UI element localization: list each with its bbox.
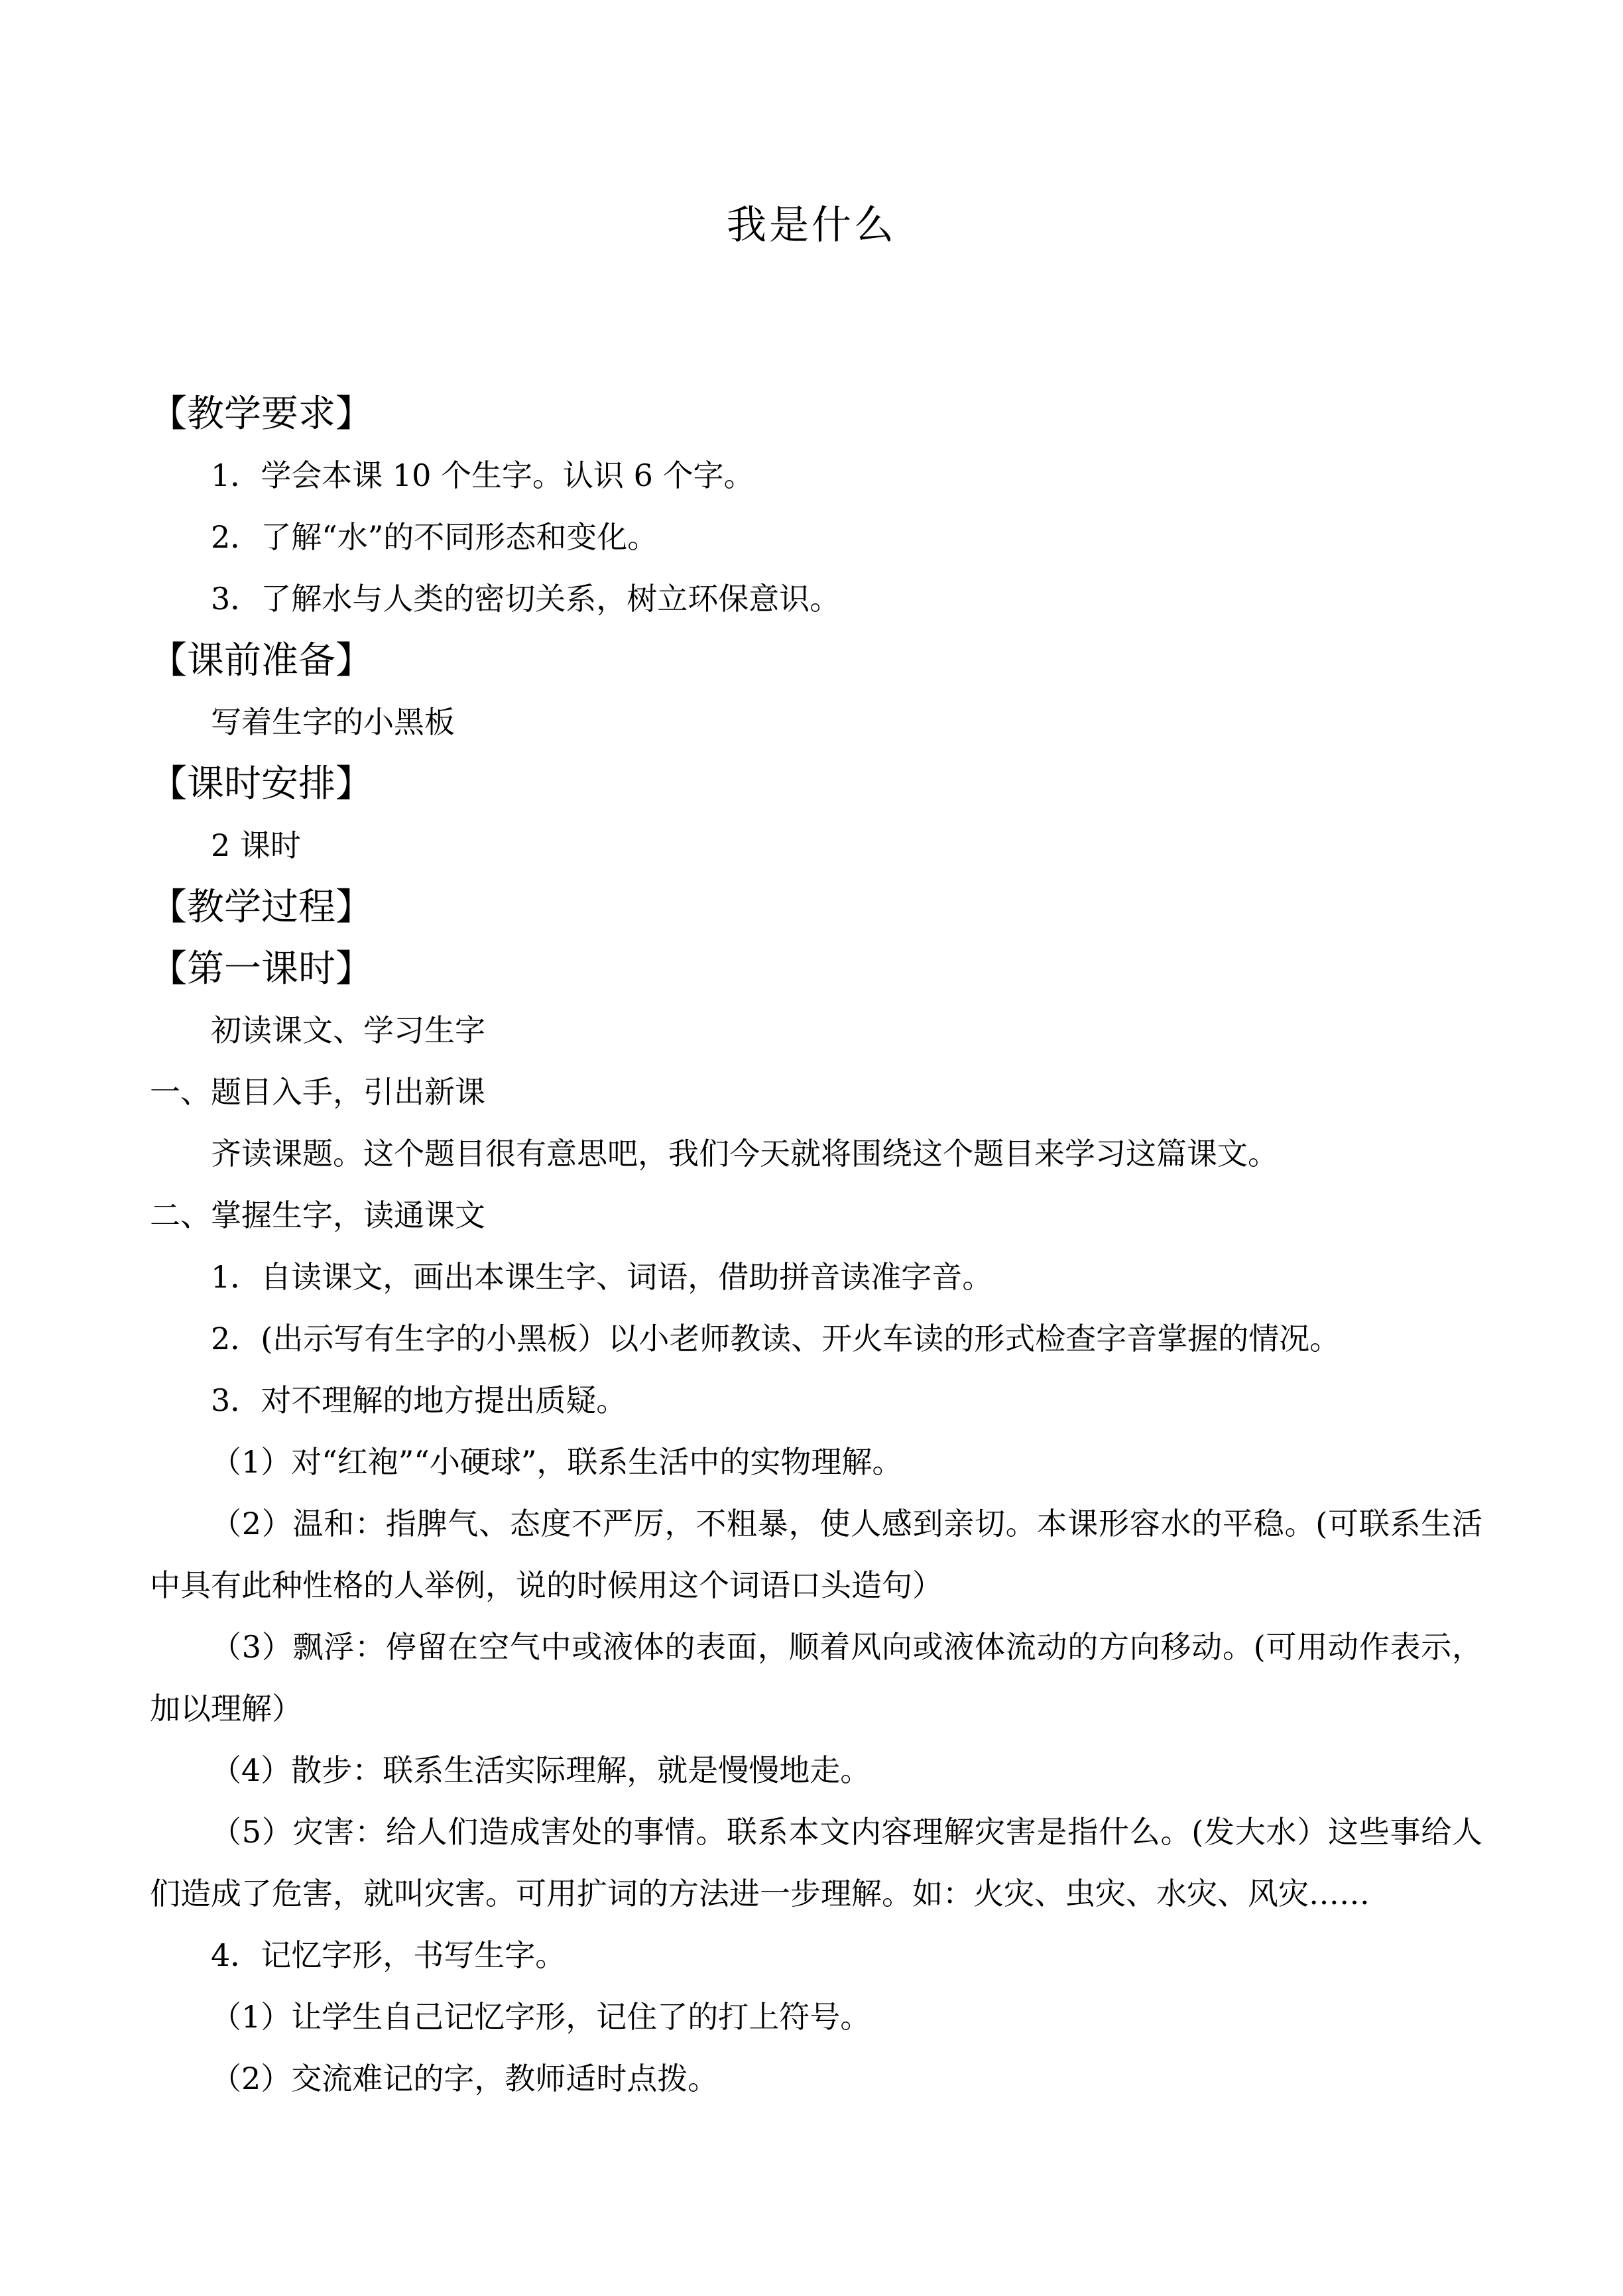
document-body <box>150 383 1482 2110</box>
page-title: 我是什么 <box>727 202 896 249</box>
step4-note-2: （2）交流难记的字，教师适时点拨。 <box>211 2061 719 2096</box>
step3-note-4: （4）散步：联系生活实际理解，就是慢慢地走。 <box>211 1752 871 1788</box>
part2-heading: 二、掌握生字，读通课文 <box>150 1197 485 1233</box>
requirement-item-1: 1．学会本课 10 个生字。认识 6 个字。 <box>211 457 754 493</box>
first-lesson-subtitle: 初读课文、学习生字 <box>211 1012 485 1048</box>
part1-text: 齐读课题。这个题目很有意思吧，我们今天就将围绕这个题目来学习这篇课文。 <box>211 1136 1278 1172</box>
step3-note-1: （1）对“红袍”“小硬球”，联系生活中的实物理解。 <box>211 1444 903 1480</box>
part2-step-4: 4．记忆字形，书写生字。 <box>211 1937 566 1973</box>
part2-step-2: 2．(出示写有生字的小黑板）以小老师教读、开火车读的形式检查字音掌握的情况。 <box>211 1321 1341 1357</box>
schedule-text: 2 课时 <box>211 827 301 863</box>
heading-teaching-process: 【教学过程】 <box>150 886 373 929</box>
requirement-item-2: 2．了解“水”的不同形态和变化。 <box>211 519 658 555</box>
part1-heading: 一、题目入手，引出新课 <box>150 1074 485 1110</box>
heading-teaching-requirements: 【教学要求】 <box>150 393 373 436</box>
step3-note-3: （3）飘浮：停留在空气中或液体的表面，顺着风向或液体流动的方向移动。(可用动作表示，加以理解） <box>150 1629 1482 1726</box>
part2-step-1: 1．自读课文，画出本课生字、词语，借助拼音读准字音。 <box>211 1259 993 1295</box>
step3-note-5: （5）灾害：给人们造成害处的事情。联系本文内容理解灾害是指什么。(发大水）这些事给人们造成了危害，就叫灾害。可用扩词的方法进一步理解。如：火灾、虫灾、水灾、风灾…… <box>150 1814 1482 1911</box>
requirement-item-3: 3．了解水与人类的密切关系，树立环保意识。 <box>211 581 841 617</box>
preparation-text: 写着生字的小黑板 <box>211 704 455 740</box>
step3-note-2: （2）温和：指脾气、态度不严厉，不粗暴，使人感到亲切。本课形容水的平稳。(可联系生活中具有此种性格的人举例，说的时候用这个词语口头造句） <box>150 1506 1482 1603</box>
step4-note-1: （1）让学生自己记忆字形，记住了的打上符号。 <box>211 1999 871 2035</box>
heading-preparation: 【课前准备】 <box>150 639 373 682</box>
part2-step-3: 3．对不理解的地方提出质疑。 <box>211 1382 627 1418</box>
heading-schedule: 【课时安排】 <box>150 762 373 806</box>
heading-first-lesson: 【第一课时】 <box>150 947 373 991</box>
